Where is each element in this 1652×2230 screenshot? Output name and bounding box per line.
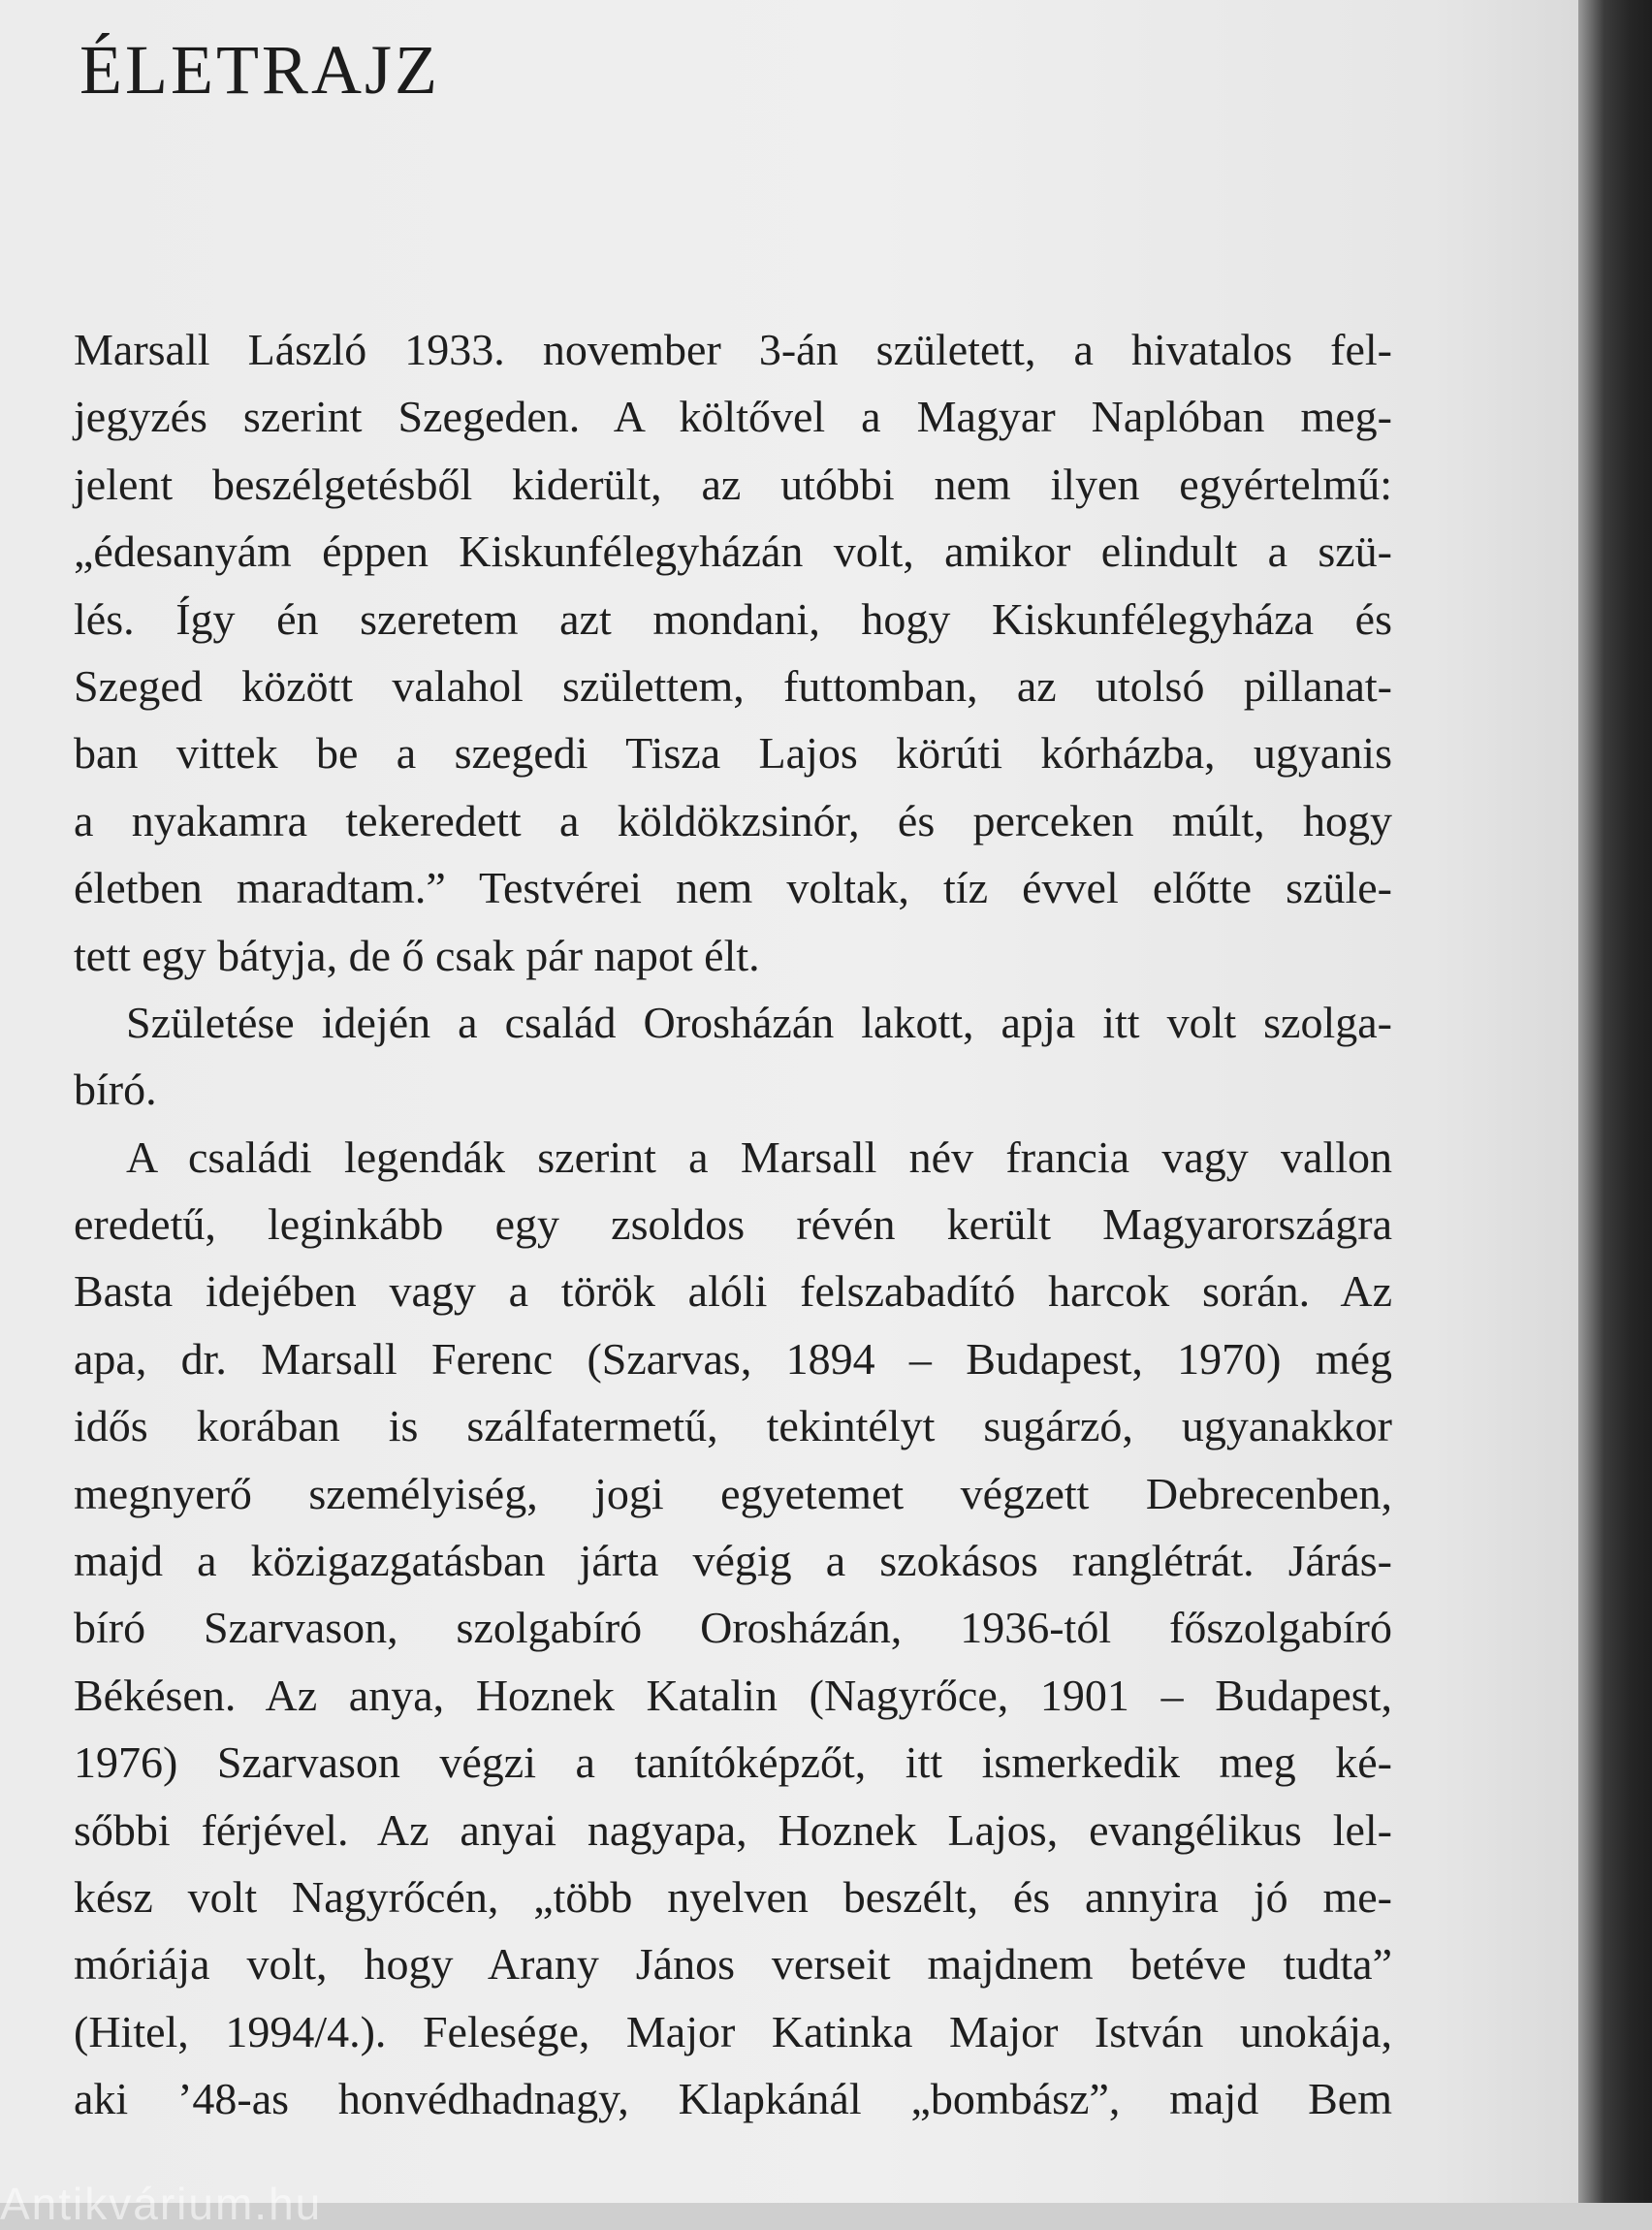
text-line: lés. Így én szeretem azt mondani, hogy Kiskunfélegyháza és xyxy=(74,593,1392,644)
watermark: Antikvárium.hu xyxy=(0,2179,323,2229)
page-title: ÉLETRAJZ xyxy=(79,31,440,109)
text-line: apa, dr. Marsall Ferenc (Szarvas, 1894 – Budapest, 1970) még xyxy=(74,1333,1392,1384)
text-line: Szeged között valahol születtem, futtomban, az utolsó pillanat- xyxy=(74,660,1392,711)
text-line: (Hitel, 1994/4.). Felesége, Major Katinka Major István unokája, xyxy=(74,2006,1392,2056)
text-line: móriája volt, hogy Arany János verseit majdnem betéve tudta” xyxy=(74,1939,1392,1990)
text-line: a nyakamra tekeredett a köldökzsinór, és perceken múlt, hogy xyxy=(74,795,1392,845)
text-line: Békésen. Az anya, Hoznek Katalin (Nagyrőce, 1901 – Budapest, xyxy=(74,1670,1392,1720)
text-line: aki ’48-as honvédhadnagy, Klapkánál „bombász”, majd Bem xyxy=(74,2074,1392,2124)
text-line: életben maradtam.” Testvérei nem voltak, tíz évvel előtte szüle- xyxy=(74,863,1392,913)
text-line: Marsall László 1933. november 3-án született, a hivatalos fel- xyxy=(74,325,1392,374)
text-line: eredetű, leginkább egy zsoldos révén került Magyarországra xyxy=(74,1199,1392,1250)
text-line: kész volt Nagyrőcén, „több nyelven beszélt, és annyira jó me- xyxy=(74,1871,1392,1922)
text-line: ban vittek be a szegedi Tisza Lajos körúti kórházba, ugyanis xyxy=(74,728,1392,779)
text-line: Basta idejében vagy a török alóli felszabadító harcok során. Az xyxy=(74,1266,1392,1317)
text-line: idős korában is szálfatermetű, tekintélyt sugárzó, ugyanakkor xyxy=(74,1401,1392,1451)
text-line: A családi legendák szerint a Marsall név francia vagy vallon xyxy=(126,1131,1392,1182)
text-line: Születése idején a család Orosházán lakott, apja itt volt szolga- xyxy=(126,997,1392,1047)
text-line: bíró. xyxy=(74,1065,157,1115)
text-line: 1976) Szarvason végzi a tanítóképzőt, itt ismerkedik meg ké- xyxy=(74,1737,1392,1788)
book-spine xyxy=(1578,0,1652,2203)
text-line: „édesanyám éppen Kiskunfélegyházán volt, amikor elindult a szü- xyxy=(74,526,1392,577)
body-text xyxy=(74,316,1392,2133)
text-line: sőbbi férjével. Az anyai nagyapa, Hoznek Lajos, evangélikus lel- xyxy=(74,1804,1392,1855)
text-line: tett egy bátyja, de ő csak pár napot élt. xyxy=(74,930,760,980)
text-line: jegyzés szerint Szegeden. A költővel a Magyar Naplóban meg- xyxy=(74,392,1392,442)
text-line: jelent beszélgetésből kiderült, az utóbbi nem ilyen egyértelmű: xyxy=(74,459,1392,509)
text-line: majd a közigazgatásban járta végig a szokásos ranglétrát. Járás- xyxy=(74,1536,1392,1586)
text-line: megnyerő személyiség, jogi egyetemet végzett Debrecenben, xyxy=(74,1468,1392,1518)
text-line: bíró Szarvason, szolgabíró Orosházán, 1936-tól főszolgabíró xyxy=(74,1603,1392,1653)
